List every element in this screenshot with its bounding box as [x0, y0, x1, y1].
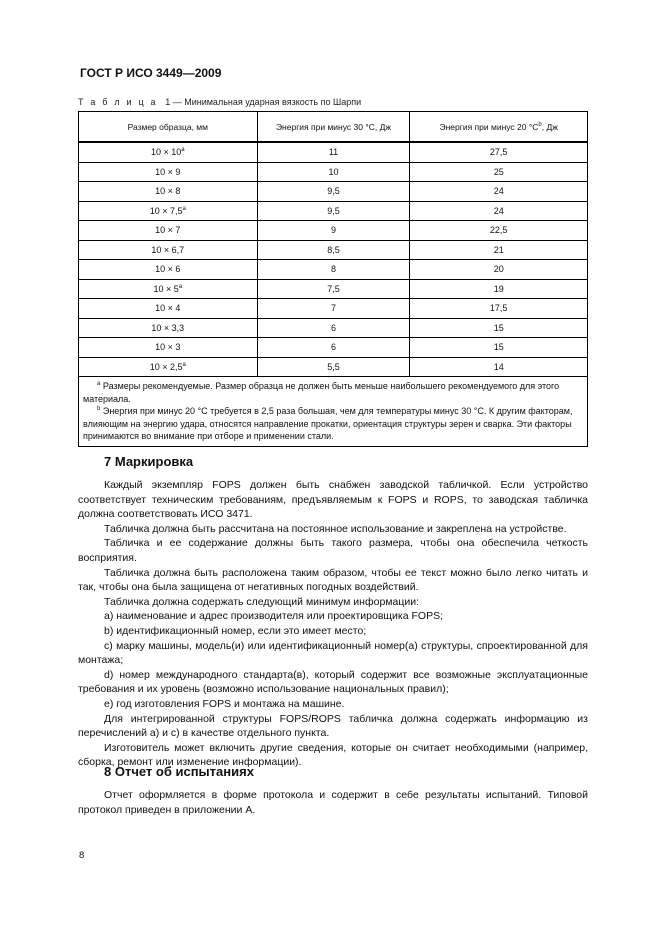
section-7-body	[78, 478, 588, 770]
table-row	[79, 221, 588, 241]
cell-size: $10 \times 10^a$	[79, 142, 258, 162]
paragraph: Для интегрированной структуры FOPS/ROPS табличка должна содержать информацию из перечислений а) и с) в качестве отдельного пункта.	[78, 712, 588, 740]
paragraph: b) идентификационный номер, если это имеет место;	[104, 624, 367, 637]
charpy-table	[78, 111, 588, 447]
paragraph: Табличка должна содержать следующий минимум информации:	[104, 595, 419, 608]
table-caption	[78, 97, 361, 107]
cell-energy-minus30: 10	[257, 162, 410, 182]
document-standard-header: ГОСТ Р ИСО 3449—2009	[80, 66, 222, 80]
table-caption-prefix: Т а б л и ц а	[78, 97, 158, 107]
table-row	[79, 260, 588, 280]
table-row	[79, 240, 588, 260]
paragraph: Табличка должна быть рассчитана на постоянное использование и закреплена на устройстве.	[104, 522, 567, 535]
table-row	[79, 279, 588, 299]
cell-energy-minus30: 7	[257, 299, 410, 319]
cell-size: 10 × 3,3	[79, 318, 258, 338]
table-footnotes	[79, 377, 588, 447]
cell-size: 10 × 7,5$^a$	[79, 201, 258, 221]
paragraph: a) наименование и адрес производителя или проектировщика FOPS;	[104, 610, 443, 623]
section-7-title: 7 Маркировка	[104, 454, 194, 469]
paragraph: Каждый экземпляр FOPS должен быть снабжен заводской табличкой. Если устройство соответствует техническим требованиям, предъявляемым к FOPS и ROPS, то заводская табличка должна соответствовать ИСО 3471.	[78, 479, 588, 521]
cell-size: $10 \times 5^a$	[79, 279, 258, 299]
paragraph: e) год изготовления FOPS и монтажа на машине.	[104, 697, 345, 710]
cell-energy-minus30: 5,5	[257, 357, 410, 377]
cell-size: 10 × 8	[79, 182, 258, 202]
paragraph: d) номер международного стандарта(в), который содержит все возможные эксплуатационные требования и их уровень (возможно использование национальных правил);	[78, 668, 588, 696]
cell-size: 10 × 6	[79, 260, 258, 280]
cell-energy-minus30: 9,5	[257, 201, 410, 221]
table-footnotes-row	[79, 377, 588, 447]
paragraph: Табличка и ее содержание должны быть такого размера, чтобы она обеспечила четкость восприятия.	[78, 537, 588, 564]
table-caption-text: 1 — Минимальная ударная вязкость по Шарпи	[165, 97, 362, 107]
cell-energy-minus20: 21	[410, 240, 588, 260]
cell-energy-minus20: 24	[410, 182, 588, 202]
cell-energy-minus30: 8	[257, 260, 410, 280]
section-8-body	[78, 788, 588, 817]
cell-energy-minus20: 17,5	[410, 299, 588, 319]
cell-energy-minus20: 27,5	[410, 142, 588, 162]
column-header-energy-minus30: Энергия при минус 30 °С, Дж	[257, 112, 410, 143]
cell-energy-minus30: 9	[257, 221, 410, 241]
cell-energy-minus20: 24	[410, 201, 588, 221]
paragraph: c) марку машины, модель(и) или идентификационный номер(а) структуры, спроектированной для монтажа;	[78, 639, 588, 667]
cell-size: 10 × 3	[79, 338, 258, 358]
footnote-a: $^a$ Размеры рекомендуемые. Размер образца не должен быть меньше наибольшего рекомендуемого для этого материала.	[83, 381, 560, 404]
page-number: 8	[79, 850, 85, 861]
table-row	[79, 318, 588, 338]
cell-size: 10 × 2,5$^a$	[79, 357, 258, 377]
cell-size: 10 × 7	[79, 221, 258, 241]
section-8-title: 8 Отчет об испытаниях	[104, 764, 254, 779]
column-header-size: Размер образца, мм	[79, 112, 258, 143]
table-row	[79, 338, 588, 358]
table-row	[79, 299, 588, 319]
table-header-row	[79, 112, 588, 143]
cell-energy-minus30: 7,5	[257, 279, 410, 299]
table-row	[79, 357, 588, 377]
paragraph: Отчет оформляется в форме протокола и содержит в себе результаты испытаний. Типовой протокол приведен в приложении А.	[78, 789, 588, 816]
cell-energy-minus30: 9,5	[257, 182, 410, 202]
footnote-b: $^b$ Энергия при минус 20 °С требуется в 2,5 раза большая, чем для температуры минус 30 °С. К другим факторам, влияющим на энергию удара, относятся направление прокатки, ориентация структуры зерен и сварка. Эти факторы принимаются во внимание при отборе и применении стали.	[83, 406, 573, 441]
cell-energy-minus20: 14	[410, 357, 588, 377]
cell-energy-minus20: 20	[410, 260, 588, 280]
table-row	[79, 142, 588, 162]
cell-energy-minus30: 11	[257, 142, 410, 162]
cell-energy-minus20: 19	[410, 279, 588, 299]
cell-energy-minus20: 15	[410, 318, 588, 338]
cell-size: 10 × 9	[79, 162, 258, 182]
table-row	[79, 162, 588, 182]
column-header-energy-minus20: Энергия при минус 20 $^\circ С^b$, Дж	[410, 112, 588, 143]
cell-energy-minus20: 25	[410, 162, 588, 182]
paragraph: Изготовитель может включить другие сведения, которые он считает необходимыми (например, сборка, ремонт или изменение информации).	[78, 741, 588, 769]
cell-energy-minus30: 6	[257, 318, 410, 338]
paragraph: Табличка должна быть расположена таким образом, чтобы ее текст можно было легко читать и так, чтобы она была защищена от негативных погодных воздействий.	[78, 566, 588, 594]
cell-energy-minus30: 8,5	[257, 240, 410, 260]
cell-energy-minus20: 22,5	[410, 221, 588, 241]
cell-energy-minus20: 15	[410, 338, 588, 358]
cell-size: 10 × 4	[79, 299, 258, 319]
table-row	[79, 182, 588, 202]
table-row	[79, 201, 588, 221]
cell-energy-minus30: 6	[257, 338, 410, 358]
cell-size: 10 × 6,7	[79, 240, 258, 260]
